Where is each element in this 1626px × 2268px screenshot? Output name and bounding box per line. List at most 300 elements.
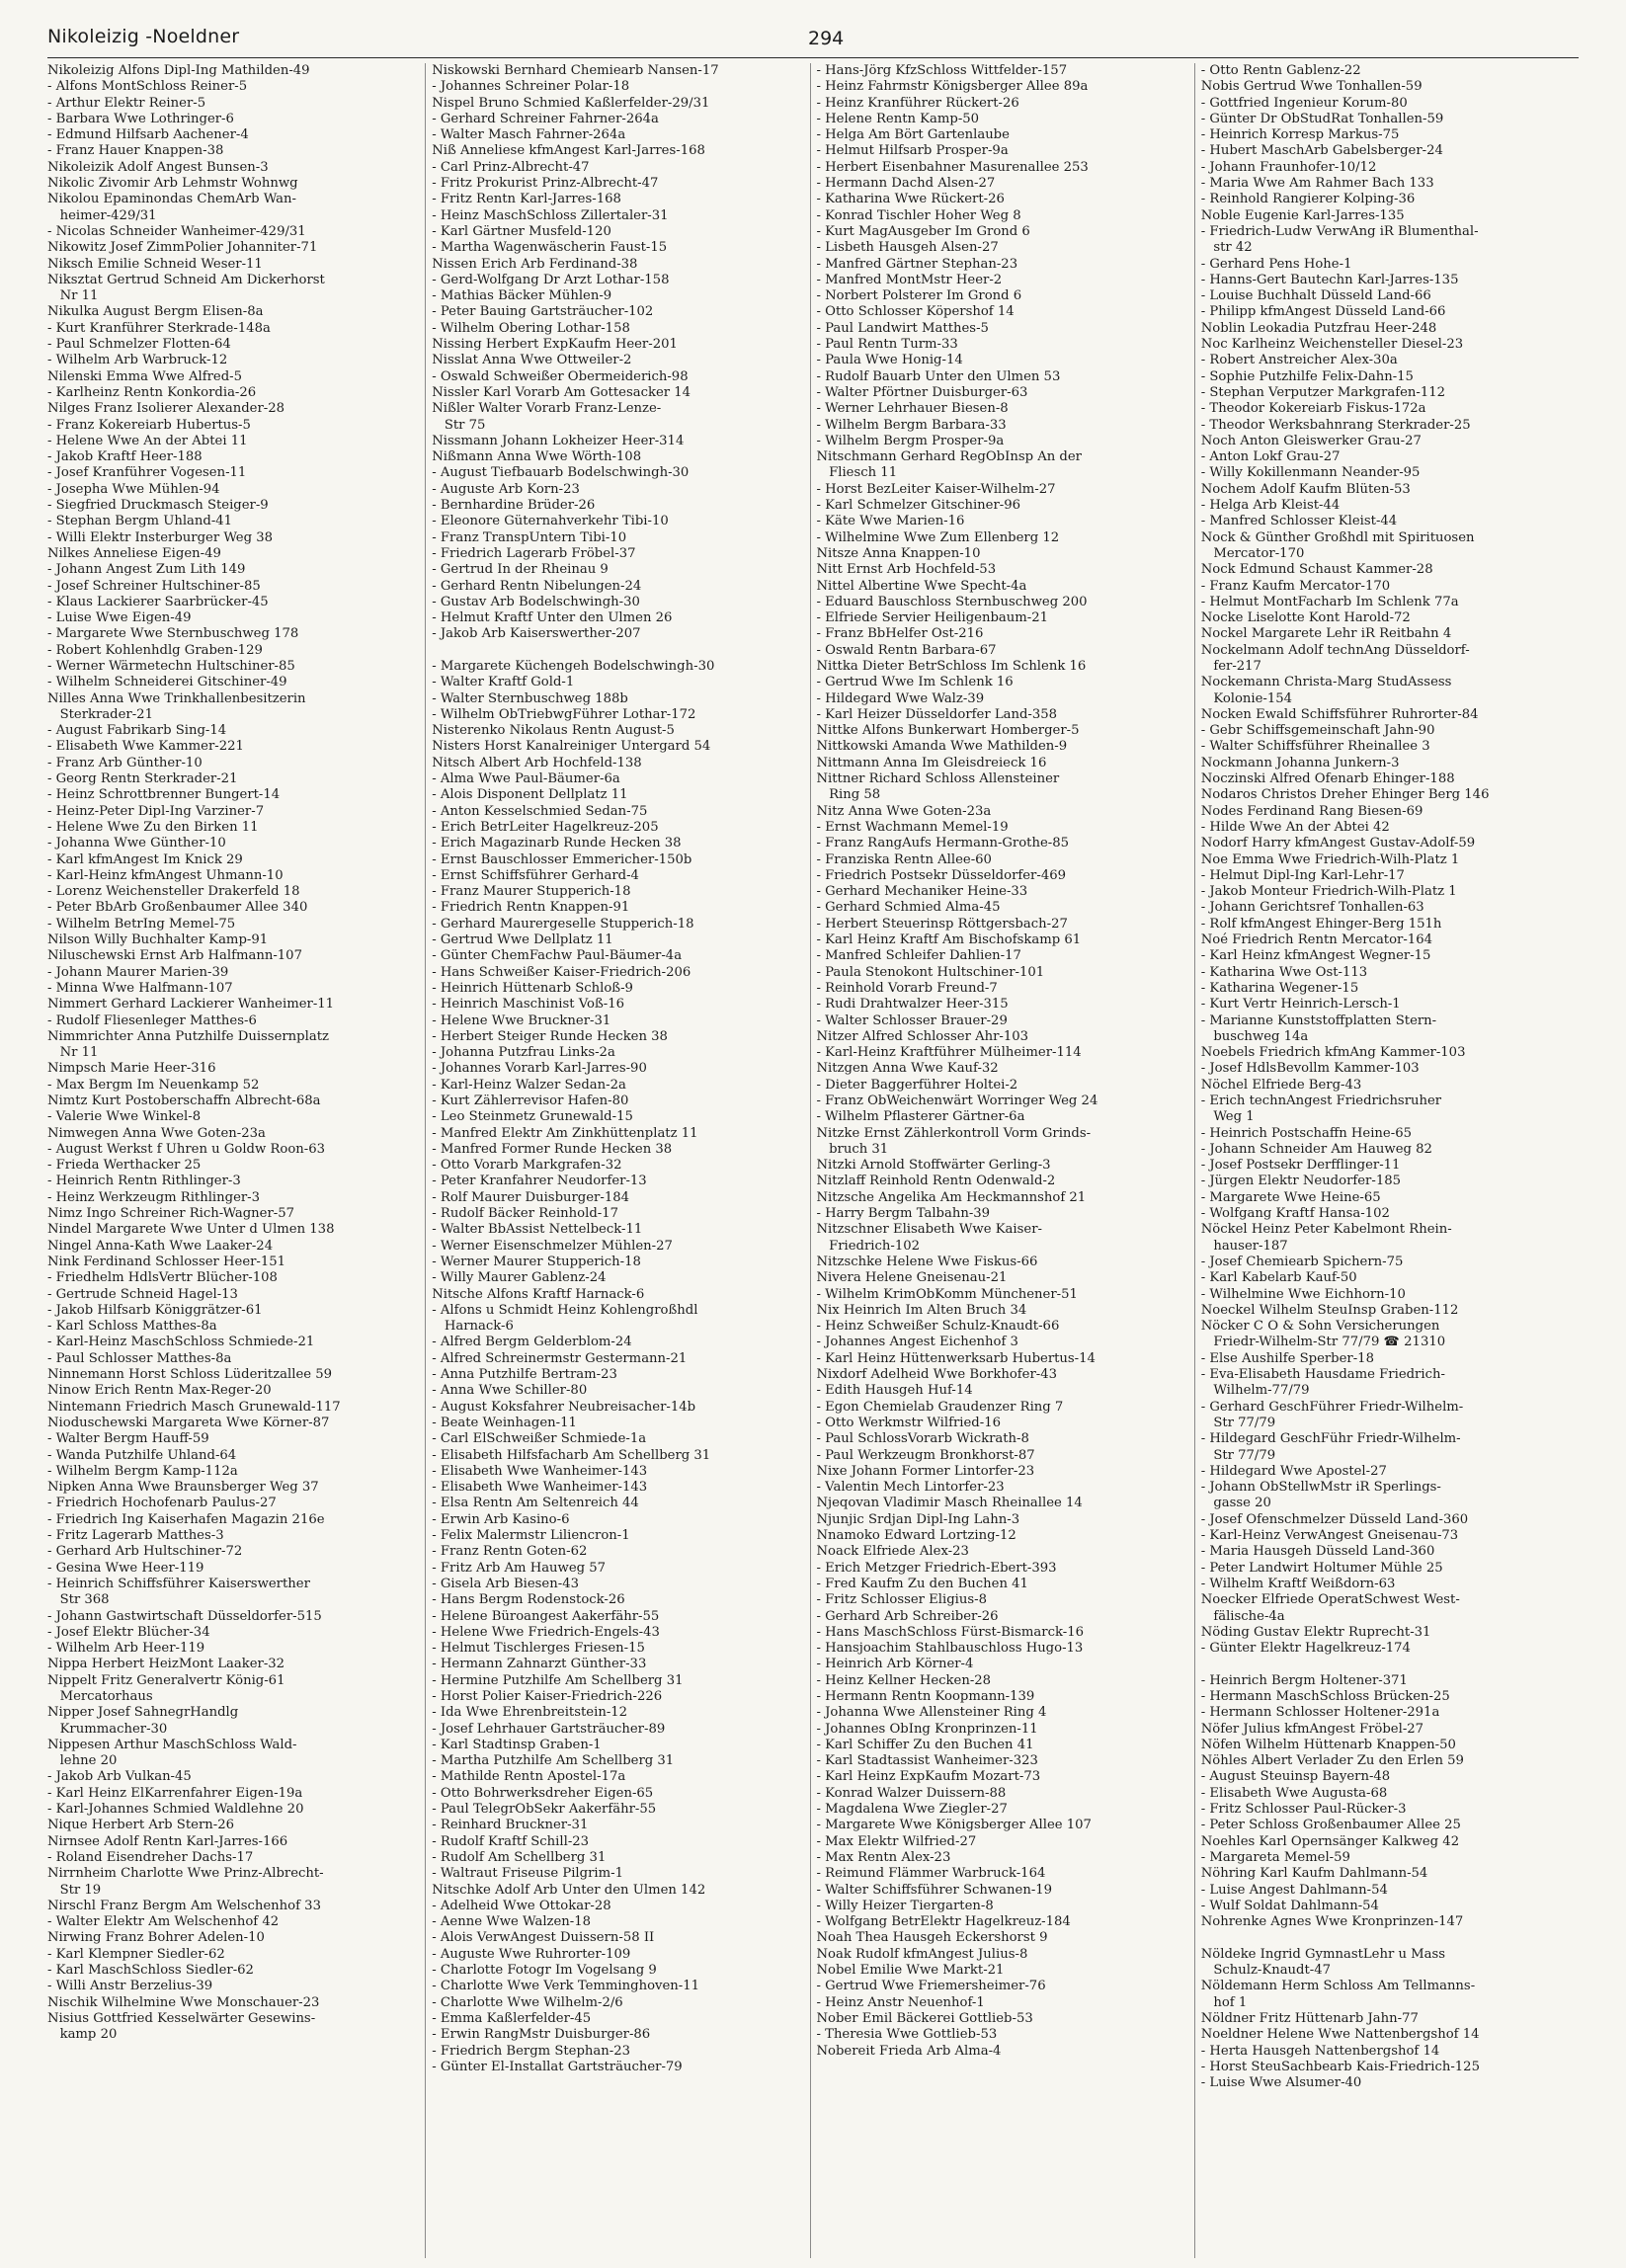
directory-entry: - Theodor Werksbahnrang Sterkrader-25: [1200, 417, 1471, 433]
directory-entry: - Luise Wwe Eigen-49: [47, 610, 192, 626]
directory-entry: - Johann Schneider Am Hauweg 82: [1200, 1141, 1432, 1157]
directory-entry: - Heinrich Rentn Rithlinger-3: [47, 1174, 241, 1189]
directory-entry: - Hans-Jörg KfzSchloss Wittfelder-157: [816, 63, 1068, 78]
directory-entry: - Stephan Verputzer Markgrafen-112: [1200, 384, 1445, 400]
directory-entry: - Paula Stenokont Hultschiner-101: [816, 964, 1045, 980]
directory-entry: [432, 643, 803, 659]
directory-entry: - Karl kfmAngest Im Knick 29: [47, 851, 243, 867]
directory-entry: - Wilhelm BetrIng Memel-75: [47, 916, 236, 932]
directory-entry: - Willy Maurer Gablenz-24: [432, 1270, 607, 1286]
directory-entry: - Rudolf Kraftf Schill-23: [432, 1833, 590, 1849]
directory-entry: Nikulka August Bergm Elisen-8a: [47, 304, 264, 320]
directory-entry: Nischik Wilhelmine Wwe Monschauer-23: [47, 1994, 320, 2010]
directory-entry: - Waltraut Friseuse Pilgrim-1: [432, 1866, 623, 1882]
directory-entry: - Fred Kaufm Zu den Buchen 41: [816, 1576, 1028, 1591]
directory-entry: Niß Anneliese kfmAngest Karl-Jarres-168: [432, 143, 705, 159]
directory-entry: Nisius Gottfried Kesselwärter Gesewins-: [47, 2010, 316, 2026]
directory-entry: - Hanns-Gert Bautechn Karl-Jarres-135: [1200, 272, 1459, 287]
directory-entry: Str 368: [47, 1592, 110, 1608]
directory-entry: - Erich technAngest Friedrichsruher: [1200, 1094, 1442, 1108]
directory-entry: - Johann Maurer Marien-39: [47, 964, 229, 980]
directory-entry: - Heinrich Schiffsführer Kaiserswerther: [47, 1576, 310, 1591]
directory-entry: - Helmut Tischlerges Friesen-15: [432, 1641, 645, 1657]
directory-entry: Nöckel Heinz Peter Kabelmont Rhein-: [1200, 1222, 1452, 1238]
directory-entry: - Hermann Rentn Koopmann-139: [816, 1688, 1035, 1704]
directory-entry: - Robert Anstreicher Alex-30a: [1200, 353, 1398, 368]
directory-entry: - Helene Wwe An der Abtei 11: [47, 433, 248, 448]
directory-entry: - Erich Magazinarb Runde Hecken 38: [432, 836, 682, 851]
directory-entry: - Adelheid Wwe Ottokar-28: [432, 1898, 611, 1913]
directory-entry: - Edith Hausgeh Huf-14: [816, 1383, 973, 1399]
directory-entry: - Beate Weinhagen-11: [432, 1415, 577, 1430]
directory-entry: Nißmann Anna Wwe Wörth-108: [432, 449, 642, 465]
directory-entry: Nikoleizik Adolf Angest Bunsen-3: [47, 159, 269, 175]
directory-entry: Noc Karlheinz Weichensteller Diesel-23: [1200, 337, 1464, 353]
directory-entry: - Harry Bergm Talbahn-39: [816, 1206, 991, 1222]
directory-entry: - Franz TranspUntern Tibi-10: [432, 529, 627, 545]
directory-entry: - Marianne Kunststoffplatten Stern-: [1200, 1012, 1437, 1028]
page-header: [47, 22, 1579, 58]
directory-entry: - Alma Wwe Paul-Bäumer-6a: [432, 771, 620, 787]
directory-entry: - Franz Maurer Stupperich-18: [432, 884, 631, 900]
directory-entry: Harnack-6: [432, 1319, 514, 1335]
directory-entry: - Maria Wwe Am Rahmer Bach 133: [1200, 176, 1434, 192]
directory-entry: - Karl MaschSchloss Siedler-62: [47, 1963, 254, 1979]
directory-entry: - Elisabeth Hilfsfacharb Am Schellberg 31: [432, 1447, 711, 1463]
directory-entry: - Auguste Arb Korn-23: [432, 481, 580, 497]
directory-entry: Nirrnheim Charlotte Wwe Prinz-Albrecht-: [47, 1866, 324, 1882]
directory-entry: - Walter Schiffsführer Schwanen-19: [816, 1882, 1053, 1898]
directory-entry: - Rudi Drahtwalzer Heer-315: [816, 997, 1009, 1012]
directory-entry: Niskowski Bernhard Chemiearb Nansen-17: [432, 63, 719, 78]
directory-entry: - Ernst Schiffsführer Gerhard-4: [432, 867, 639, 883]
directory-entry: - Aenne Wwe Walzen-18: [432, 1914, 592, 1930]
directory-entry: - Katharina Wwe Ost-113: [1200, 964, 1368, 980]
directory-entry: - Friedrich Bergm Stephan-23: [432, 2043, 631, 2059]
directory-entry: Nitzschner Elisabeth Wwe Kaiser-: [816, 1222, 1042, 1238]
directory-entry: - Franz ObWeichenwärt Worringer Weg 24: [816, 1094, 1098, 1108]
directory-entry: - Manfred Elektr Am Zinkhüttenplatz 11: [432, 1125, 698, 1141]
directory-entry: - Wilhelm Arb Heer-119: [47, 1641, 205, 1657]
directory-entry: - Konrad Tischler Hoher Weg 8: [816, 207, 1021, 223]
directory-entry: - Wanda Putzhilfe Uhland-64: [47, 1447, 237, 1463]
directory-entry: Nr 11: [47, 288, 99, 304]
directory-entry: Nique Herbert Arb Stern-26: [47, 1818, 234, 1833]
directory-entry: - August Koksfahrer Neubreisacher-14b: [432, 1399, 696, 1415]
directory-entry: - Ernst Wachmann Memel-19: [816, 819, 1009, 835]
directory-entry: Nitzlaff Reinhold Rentn Odenwald-2: [816, 1174, 1056, 1189]
directory-entry: - Jakob Arb Vulkan-45: [47, 1769, 192, 1785]
directory-entry: - Franz Kaufm Mercator-170: [1200, 578, 1391, 594]
directory-entry: - Theresia Wwe Gottlieb-53: [816, 2027, 998, 2043]
directory-entry: - Walter Masch Fahrner-264a: [432, 127, 626, 143]
directory-entry: - Elisabeth Wwe Kammer-221: [47, 739, 244, 755]
directory-entry: - Wilhelmine Wwe Zum Ellenberg 12: [816, 529, 1060, 545]
directory-entry: - Max Bergm Im Neuenkamp 52: [47, 1077, 260, 1093]
directory-entry: - Heinrich Arb Körner-4: [816, 1657, 974, 1672]
directory-entry: - Günter ChemFachw Paul-Bäumer-4a: [432, 948, 683, 964]
directory-entry: - Wilhelmine Wwe Eichhorn-10: [1200, 1286, 1406, 1302]
directory-entry: - Peter Schloss Großenbaumer Allee 25: [1200, 1818, 1461, 1833]
directory-entry: - Wilhelm Bergm Prosper-9a: [816, 433, 1005, 448]
directory-entry: Nilson Willy Buchhalter Kamp-91: [47, 932, 269, 948]
directory-entry: Nippa Herbert HeizMont Laaker-32: [47, 1657, 285, 1672]
directory-entry: Nikolou Epaminondas ChemArb Wan-: [47, 192, 296, 207]
directory-entry: - Karl-Heinz Walzer Sedan-2a: [432, 1077, 626, 1093]
directory-entry: - Gerhard Schmied Alma-45: [816, 900, 1001, 916]
directory-entry: - Gesina Wwe Heer-119: [47, 1560, 204, 1576]
directory-entry: - Franz Hauer Knappen-38: [47, 143, 224, 159]
directory-entry: Nipper Josef SahnegrHandlg: [47, 1705, 239, 1721]
directory-entry: - Wolfgang BetrElektr Hagelkreuz-184: [816, 1914, 1071, 1930]
directory-entry: - Alfred Bergm Gelderblom-24: [432, 1335, 632, 1350]
directory-entry: - Fritz Lagerarb Matthes-3: [47, 1528, 224, 1544]
directory-entry: - Lorenz Weichensteller Drakerfeld 18: [47, 884, 300, 900]
directory-entry: - Karl Heinz Hüttenwerksarb Hubertus-14: [816, 1350, 1096, 1366]
directory-entry: Nöcker C O & Sohn Versicherungen: [1200, 1319, 1440, 1335]
directory-entry: - Johannes Schreiner Polar-18: [432, 79, 630, 95]
directory-entry: Nochem Adolf Kaufm Blüten-53: [1200, 481, 1411, 497]
directory-entry: Nöfer Julius kfmAngest Fröbel-27: [1200, 1721, 1424, 1737]
directory-entry: Schulz-Knaudt-47: [1200, 1963, 1332, 1979]
directory-entry: Nimtz Kurt Postoberschaffn Albrecht-68a: [47, 1094, 321, 1108]
directory-entry: Noe Emma Wwe Friedrich-Wilh-Platz 1: [1200, 851, 1460, 867]
directory-entry: - Hermine Putzhilfe Am Schellberg 31: [432, 1672, 684, 1688]
directory-entry: - Friedrich Ing Kaiserhafen Magazin 216e: [47, 1511, 325, 1527]
directory-entry: - Walter Schlosser Brauer-29: [816, 1012, 1008, 1028]
directory-entry: - Herbert Eisenbahner Masurenallee 253: [816, 159, 1089, 175]
directory-entry: - Erwin RangMstr Duisburger-86: [432, 2027, 651, 2043]
directory-entry: Nimwegen Anna Wwe Goten-23a: [47, 1125, 266, 1141]
directory-entry: - Gerhard Maurergeselle Stupperich-18: [432, 916, 694, 932]
directory-entry: Nober Emil Bäckerei Gottlieb-53: [816, 2010, 1033, 2026]
directory-entry: - Wilhelm Schneiderei Gitschiner-49: [47, 675, 287, 690]
directory-entry: - Heinrich Korresp Markus-75: [1200, 127, 1400, 143]
directory-entry: - Karl Stadtassist Wanheimer-323: [816, 1753, 1038, 1769]
directory-entry: heimer-429/31: [47, 207, 157, 223]
directory-entry: - Theodor Kokereiarb Fiskus-172a: [1200, 401, 1426, 417]
directory-entry: - Alfred Schreinermstr Gestermann-21: [432, 1350, 688, 1366]
directory-entry: - Fritz Schlosser Paul-Rücker-3: [1200, 1802, 1407, 1818]
directory-entry: - Hermann Zahnarzt Günther-33: [432, 1657, 647, 1672]
directory-entry: - Helmut Kraftf Unter den Ulmen 26: [432, 610, 673, 626]
directory-entry: Nittel Albertine Wwe Specht-4a: [816, 578, 1027, 594]
directory-entry: Nockmann Johanna Junkern-3: [1200, 755, 1400, 770]
directory-entry: - Elisabeth Wwe Wanheimer-143: [432, 1480, 648, 1496]
directory-entry: - Rolf kfmAngest Ehinger-Berg 151h: [1200, 916, 1442, 932]
directory-entry: - Friedrich Hochofenarb Paulus-27: [47, 1496, 277, 1511]
directory-entry: Nodorf Harry kfmAngest Gustav-Adolf-59: [1200, 836, 1476, 851]
directory-entry: - Helga Arb Kleist-44: [1200, 498, 1341, 514]
directory-entry: - Josef Schreiner Hultschiner-85: [47, 578, 261, 594]
directory-entry: - Gertrud Wwe Friemersheimer-76: [816, 1979, 1046, 1994]
directory-entry: Fliesch 11: [816, 465, 898, 481]
directory-entry: - Paul Schmelzer Flotten-64: [47, 337, 231, 353]
directory-entry: - Johann Fraunhofer-10/12: [1200, 159, 1377, 175]
directory-entry: - Konrad Walzer Duissern-88: [816, 1785, 1007, 1801]
directory-entry: - Johannes ObIng Kronprinzen-11: [816, 1721, 1038, 1737]
directory-entry: - Manfred Gärtner Stephan-23: [816, 256, 1018, 272]
directory-entry: - Peter Bauing Gartsträucher-102: [432, 304, 654, 320]
directory-columns: [47, 63, 1579, 2258]
directory-entry: - Josef Chemiearb Spichern-75: [1200, 1254, 1404, 1269]
directory-entry: - Heinrich Bergm Holtener-371: [1200, 1672, 1408, 1688]
directory-entry: - Wilhelm ObTriebwgFührer Lothar-172: [432, 706, 696, 722]
directory-entry: - Walter Bergm Hauff-59: [47, 1431, 209, 1447]
directory-entry: - Anna Putzhilfe Bertram-23: [432, 1367, 617, 1383]
directory-entry: Nöchel Elfriede Berg-43: [1200, 1077, 1362, 1093]
directory-entry: - Kurt Vertr Heinrich-Lersch-1: [1200, 997, 1401, 1012]
directory-entry: Nisslat Anna Wwe Ottweiler-2: [432, 353, 632, 368]
directory-entry: - Gertrud Wwe Dellplatz 11: [432, 932, 613, 948]
directory-entry: - Werner Eisenschmelzer Mühlen-27: [432, 1238, 673, 1254]
directory-entry: - Gertrud Wwe Im Schlenk 16: [816, 675, 1014, 690]
directory-entry: - Heinrich Hüttenarb Schloß-9: [432, 980, 633, 996]
directory-entry: Nobereit Frieda Arb Alma-4: [816, 2043, 1002, 2059]
directory-entry: - Käte Wwe Marien-16: [816, 514, 965, 529]
directory-entry: - Hildegard GeschFühr Friedr-Wilhelm-: [1200, 1431, 1461, 1447]
directory-entry: Wilhelm-77/79: [1200, 1383, 1310, 1399]
directory-entry: - Paul Rentn Turm-33: [816, 337, 958, 353]
directory-entry: - Friedrich Rentn Knappen-91: [432, 900, 630, 916]
directory-entry: Str 75: [432, 417, 486, 433]
directory-entry: buschweg 14a: [1200, 1028, 1309, 1044]
directory-entry: - Kurt Zählerrevisor Hafen-80: [432, 1094, 629, 1108]
directory-entry: - Franziska Rentn Allee-60: [816, 851, 992, 867]
directory-entry: - Otto Bohrwerksdreher Eigen-65: [432, 1785, 654, 1801]
directory-entry: - Josef Ofenschmelzer Düsseld Land-360: [1200, 1511, 1469, 1527]
directory-entry: - Valentin Mech Lintorfer-23: [816, 1480, 1005, 1496]
directory-entry: - Felix Malermstr Liliencron-1: [432, 1528, 630, 1544]
directory-entry: - Karl-Heinz VerwAngest Gneisenau-73: [1200, 1528, 1459, 1544]
column-1: [47, 63, 425, 2258]
directory-entry: Nöldner Fritz Hüttenarb Jahn-77: [1200, 2010, 1419, 2026]
directory-entry: - Hubert MaschArb Gabelsberger-24: [1200, 143, 1443, 159]
directory-entry: - Willy Kokillenmann Neander-95: [1200, 465, 1421, 481]
directory-entry: - Magdalena Wwe Ziegler-27: [816, 1802, 1008, 1818]
directory-entry: - Max Elektr Wilfried-27: [816, 1833, 977, 1849]
directory-entry: Nisterenko Nikolaus Rentn August-5: [432, 723, 675, 739]
directory-entry: - Manfred Schleifer Dahlien-17: [816, 948, 1021, 964]
directory-entry: Nöldemann Herm Schloss Am Tellmanns-: [1200, 1979, 1476, 1994]
directory-entry: - Alois Disponent Dellplatz 11: [432, 787, 628, 803]
directory-entry: - Otto Vorarb Markgrafen-32: [432, 1158, 622, 1174]
directory-entry: - Peter BbArb Großenbaumer Allee 340: [47, 900, 308, 916]
directory-entry: - Helene Büroangest Aakerfähr-55: [432, 1608, 660, 1624]
directory-entry: Nitzsche Angelika Am Heckmannshof 21: [816, 1189, 1087, 1205]
directory-entry: - Fritz Arb Am Hauweg 57: [432, 1560, 607, 1576]
directory-entry: Nittkowski Amanda Wwe Mathilden-9: [816, 739, 1068, 755]
directory-entry: - Heinz Fahrmstr Königsberger Allee 89a: [816, 79, 1089, 95]
directory-entry: - Gustav Arb Bodelschwingh-30: [432, 594, 640, 609]
directory-entry: - Josef Postsekr Derfflinger-11: [1200, 1158, 1401, 1174]
directory-entry: - Klaus Lackierer Saarbrücker-45: [47, 594, 269, 609]
directory-entry: - Anton Lokf Grau-27: [1200, 449, 1341, 465]
directory-entry: - Gerhard GeschFührer Friedr-Wilhelm-: [1200, 1399, 1464, 1415]
directory-entry: Noehles Karl Opernsänger Kalkweg 42: [1200, 1833, 1460, 1849]
directory-entry: Nockemann Christa-Marg StudAssess: [1200, 675, 1452, 690]
directory-entry: - Rudolf Bäcker Reinhold-17: [432, 1206, 618, 1222]
directory-entry: Nock & Günther Großhdl mit Spirituosen: [1200, 529, 1475, 545]
directory-entry: - Friedrich Postsekr Düsseldorfer-469: [816, 867, 1066, 883]
directory-entry: - Karl Heinz ExpKaufm Mozart-73: [816, 1769, 1041, 1785]
directory-entry: - Valerie Wwe Winkel-8: [47, 1109, 202, 1125]
directory-entry: Nitsze Anna Knappen-10: [816, 545, 981, 561]
directory-entry: Nimmrichter Anna Putzhilfe Duissernplatz: [47, 1028, 329, 1044]
directory-entry: - Peter Kranfahrer Neudorfer-13: [432, 1174, 647, 1189]
directory-entry: Friedrich-102: [816, 1238, 921, 1254]
directory-entry: Noecker Elfriede OperatSchwest West-: [1200, 1592, 1460, 1608]
directory-entry: - Paul Werkzeugm Bronkhorst-87: [816, 1447, 1035, 1463]
directory-entry: Noah Thea Hausgeh Eckershorst 9: [816, 1930, 1048, 1946]
directory-entry: Mercatorhaus: [47, 1688, 153, 1704]
directory-entry: Nimmert Gerhard Lackierer Wanheimer-11: [47, 997, 335, 1012]
directory-entry: Noack Elfriede Alex-23: [816, 1544, 969, 1560]
directory-entry: - Friedrich Lagerarb Fröbel-37: [432, 545, 636, 561]
directory-entry: - Herbert Steiger Runde Hecken 38: [432, 1028, 668, 1044]
directory-entry: - Mathias Bäcker Mühlen-9: [432, 288, 612, 304]
directory-entry: Nipken Anna Wwe Braunsberger Weg 37: [47, 1480, 319, 1496]
directory-entry: - Hans Schweißer Kaiser-Friedrich-206: [432, 964, 691, 980]
directory-entry: - Elisabeth Wwe Augusta-68: [1200, 1785, 1388, 1801]
directory-entry: - Minna Wwe Halfmann-107: [47, 980, 233, 996]
directory-entry: - Willi Anstr Berzelius-39: [47, 1979, 213, 1994]
running-head: Nikoleizig -Noeldner: [47, 26, 240, 47]
directory-entry: - Erich BetrLeiter Hagelkreuz-205: [432, 819, 659, 835]
directory-entry: - Heinz Anstr Neuenhof-1: [816, 1994, 985, 2010]
directory-entry: Nissmann Johann Lokheizer Heer-314: [432, 433, 685, 448]
directory-entry: - Carl Prinz-Albrecht-47: [432, 159, 590, 175]
directory-entry: Nilles Anna Wwe Trinkhallenbesitzerin: [47, 690, 306, 706]
directory-entry: - Friedrich-Ludw VerwAng iR Blumenthal-: [1200, 223, 1479, 239]
directory-entry: - Jakob Kraftf Heer-188: [47, 449, 203, 465]
directory-entry: - Wulf Soldat Dahlmann-54: [1200, 1898, 1379, 1913]
directory-entry: - Gertrud In der Rheinau 9: [432, 562, 609, 578]
directory-entry: - Katharina Wwe Rückert-26: [816, 192, 1005, 207]
directory-entry: Noch Anton Gleiswerker Grau-27: [1200, 433, 1422, 448]
directory-entry: - Heinz-Peter Dipl-Ing Varziner-7: [47, 803, 265, 819]
directory-entry: - Walter Elektr Am Welschenhof 42: [47, 1914, 280, 1930]
directory-entry: - Karl Kabelarb Kauf-50: [1200, 1270, 1357, 1286]
directory-entry: - Robert Kohlenhdlg Graben-129: [47, 642, 263, 658]
directory-entry: Nitzke Ernst Zählerkontroll Vorm Grinds-: [816, 1125, 1092, 1141]
directory-entry: - Edmund Hilfsarb Aachener-4: [47, 127, 249, 143]
directory-entry: - Hildegard Wwe Apostel-27: [1200, 1463, 1387, 1479]
directory-entry: - Charlotte Fotogr Im Vogelsang 9: [432, 1963, 657, 1979]
directory-entry: - Louise Buchhalt Düsseld Land-66: [1200, 288, 1431, 304]
directory-entry: Mercator-170: [1200, 545, 1305, 561]
directory-entry: - Oswald Schweißer Obermeiderich-98: [432, 368, 689, 384]
directory-entry: - Rudolf Fliesenleger Matthes-6: [47, 1012, 257, 1028]
directory-entry: - August Tiefbauarb Bodelschwingh-30: [432, 465, 690, 481]
directory-entry: Nirnsee Adolf Rentn Karl-Jarres-166: [47, 1833, 288, 1849]
directory-entry: - Manfred MontMstr Heer-2: [816, 272, 1003, 287]
directory-entry: - Luise Angest Dahlmann-54: [1200, 1882, 1388, 1898]
directory-entry: Nodes Ferdinand Rang Biesen-69: [1200, 803, 1423, 819]
directory-entry: Nittmann Anna Im Gleisdreieck 16: [816, 755, 1047, 770]
directory-entry: Nivera Helene Gneisenau-21: [816, 1270, 1008, 1286]
directory-entry: - August Werkst f Uhren u Goldw Roon-63: [47, 1141, 326, 1157]
directory-entry: - Johann Gastwirtschaft Düsseldorfer-515: [47, 1608, 322, 1624]
directory-entry: - Helmut Dipl-Ing Karl-Lehr-17: [1200, 867, 1405, 883]
directory-entry: Nöhles Albert Verlader Zu den Erlen 59: [1200, 1753, 1464, 1769]
directory-entry: Nitzgen Anna Wwe Kauf-32: [816, 1061, 999, 1077]
directory-entry: - Else Aushilfe Sperber-18: [1200, 1350, 1374, 1366]
directory-entry: Nöldeke Ingrid GymnastLehr u Mass: [1200, 1946, 1446, 1962]
directory-entry: - Karl-Johannes Schmied Waldlehne 20: [47, 1802, 304, 1818]
directory-entry: - Walter BbAssist Nettelbeck-11: [432, 1222, 643, 1238]
directory-entry: Nittka Dieter BetrSchloss Im Schlenk 16: [816, 658, 1087, 674]
directory-entry: - August Steuinsp Bayern-48: [1200, 1769, 1391, 1785]
directory-entry: - Erwin Arb Kasino-6: [432, 1511, 570, 1527]
directory-entry: - Hans Bergm Rodenstock-26: [432, 1592, 625, 1608]
directory-entry: - Philipp kfmAngest Düsseld Land-66: [1200, 304, 1446, 320]
directory-entry: Nohrenke Agnes Wwe Kronprinzen-147: [1200, 1914, 1464, 1930]
directory-entry: - Alfons MontSchloss Reiner-5: [47, 79, 248, 95]
directory-entry: - Reinhard Bruckner-31: [432, 1818, 589, 1833]
directory-entry: - Helmut Hilfsarb Prosper-9a: [816, 143, 1009, 159]
directory-entry: - Wilhelm Bergm Barbara-33: [816, 417, 1007, 433]
directory-entry: - Heinz Kellner Hecken-28: [816, 1672, 992, 1688]
directory-entry: - Jakob Arb Kaiserswerther-207: [432, 626, 641, 642]
directory-entry: Noeldner Helene Wwe Nattenbergshof 14: [1200, 2027, 1480, 2043]
directory-entry: - Horst BezLeiter Kaiser-Wilhelm-27: [816, 481, 1056, 497]
directory-entry: - Heinz Werkzeugm Rithlinger-3: [47, 1189, 261, 1205]
directory-entry: Nimz Ingo Schreiner Rich-Wagner-57: [47, 1206, 295, 1222]
directory-entry: Nitzki Arnold Stoffwärter Gerling-3: [816, 1158, 1051, 1174]
directory-entry: - Wilhelm Pflasterer Gärtner-6a: [816, 1109, 1025, 1125]
directory-entry: - Johann ObStellwMstr iR Sperlings-: [1200, 1480, 1441, 1496]
directory-entry: Nissler Karl Vorarb Am Gottesacker 14: [432, 384, 691, 400]
directory-entry: - Siegfried Druckmasch Steiger-9: [47, 498, 269, 514]
directory-entry: - Walter Schiffsführer Rheinallee 3: [1200, 739, 1430, 755]
directory-entry: - Karl Gärtner Musfeld-120: [432, 223, 611, 239]
directory-entry: Nilenski Emma Wwe Alfred-5: [47, 368, 242, 384]
directory-entry: - Barbara Wwe Lothringer-6: [47, 111, 234, 126]
directory-entry: - Willy Heizer Tiergarten-8: [816, 1898, 994, 1913]
directory-entry: - Norbert Polsterer Im Grond 6: [816, 288, 1022, 304]
column-3: [810, 63, 1194, 2258]
directory-entry: - Paula Wwe Honig-14: [816, 353, 963, 368]
directory-entry: - Nicolas Schneider Wanheimer-429/31: [47, 223, 306, 239]
directory-entry: - Alois VerwAngest Duissern-58 II: [432, 1930, 655, 1946]
directory-entry: hof 1: [1200, 1994, 1248, 2010]
directory-entry: - Gottfried Ingenieur Korum-80: [1200, 95, 1408, 111]
directory-entry: fälische-4a: [1200, 1608, 1285, 1624]
directory-entry: - Reimund Flämmer Warbruck-164: [816, 1866, 1046, 1882]
directory-entry: - Elsa Rentn Am Seltenreich 44: [432, 1496, 639, 1511]
directory-entry: - Egon Chemielab Graudenzer Ring 7: [816, 1399, 1064, 1415]
directory-entry: - Karl Schmelzer Gitschiner-96: [816, 498, 1021, 514]
directory-entry: Nimpsch Marie Heer-316: [47, 1061, 216, 1077]
directory-entry: - Rudolf Am Schellberg 31: [432, 1849, 607, 1865]
directory-entry: - Josef Kranführer Vogesen-11: [47, 465, 247, 481]
directory-entry: - Franz Kokereiarb Hubertus-5: [47, 417, 251, 433]
directory-entry: - Johanna Wwe Günther-10: [47, 836, 226, 851]
directory-entry: - Friedhelm HdlsVertr Blücher-108: [47, 1270, 278, 1286]
directory-entry: Nocken Ewald Schiffsführer Ruhrorter-84: [1200, 706, 1479, 722]
directory-entry: - Werner Lehrhauer Biesen-8: [816, 401, 1009, 417]
directory-entry: Nobis Gertrud Wwe Tonhallen-59: [1200, 79, 1423, 95]
directory-entry: Nirschl Franz Bergm Am Welschenhof 33: [47, 1898, 321, 1913]
directory-entry: - Kurt MagAusgeber Im Grond 6: [816, 223, 1030, 239]
directory-entry: Nink Ferdinand Schlosser Heer-151: [47, 1254, 286, 1269]
directory-entry: - Walter Kraftf Gold-1: [432, 675, 575, 690]
directory-entry: - Lisbeth Hausgeh Alsen-27: [816, 240, 999, 256]
directory-entry: - Fritz Schlosser Eligius-8: [816, 1592, 987, 1608]
directory-entry: - Ernst Bauschlosser Emmericher-150b: [432, 851, 692, 867]
directory-entry: - Margarete Wwe Königsberger Allee 107: [816, 1818, 1092, 1833]
